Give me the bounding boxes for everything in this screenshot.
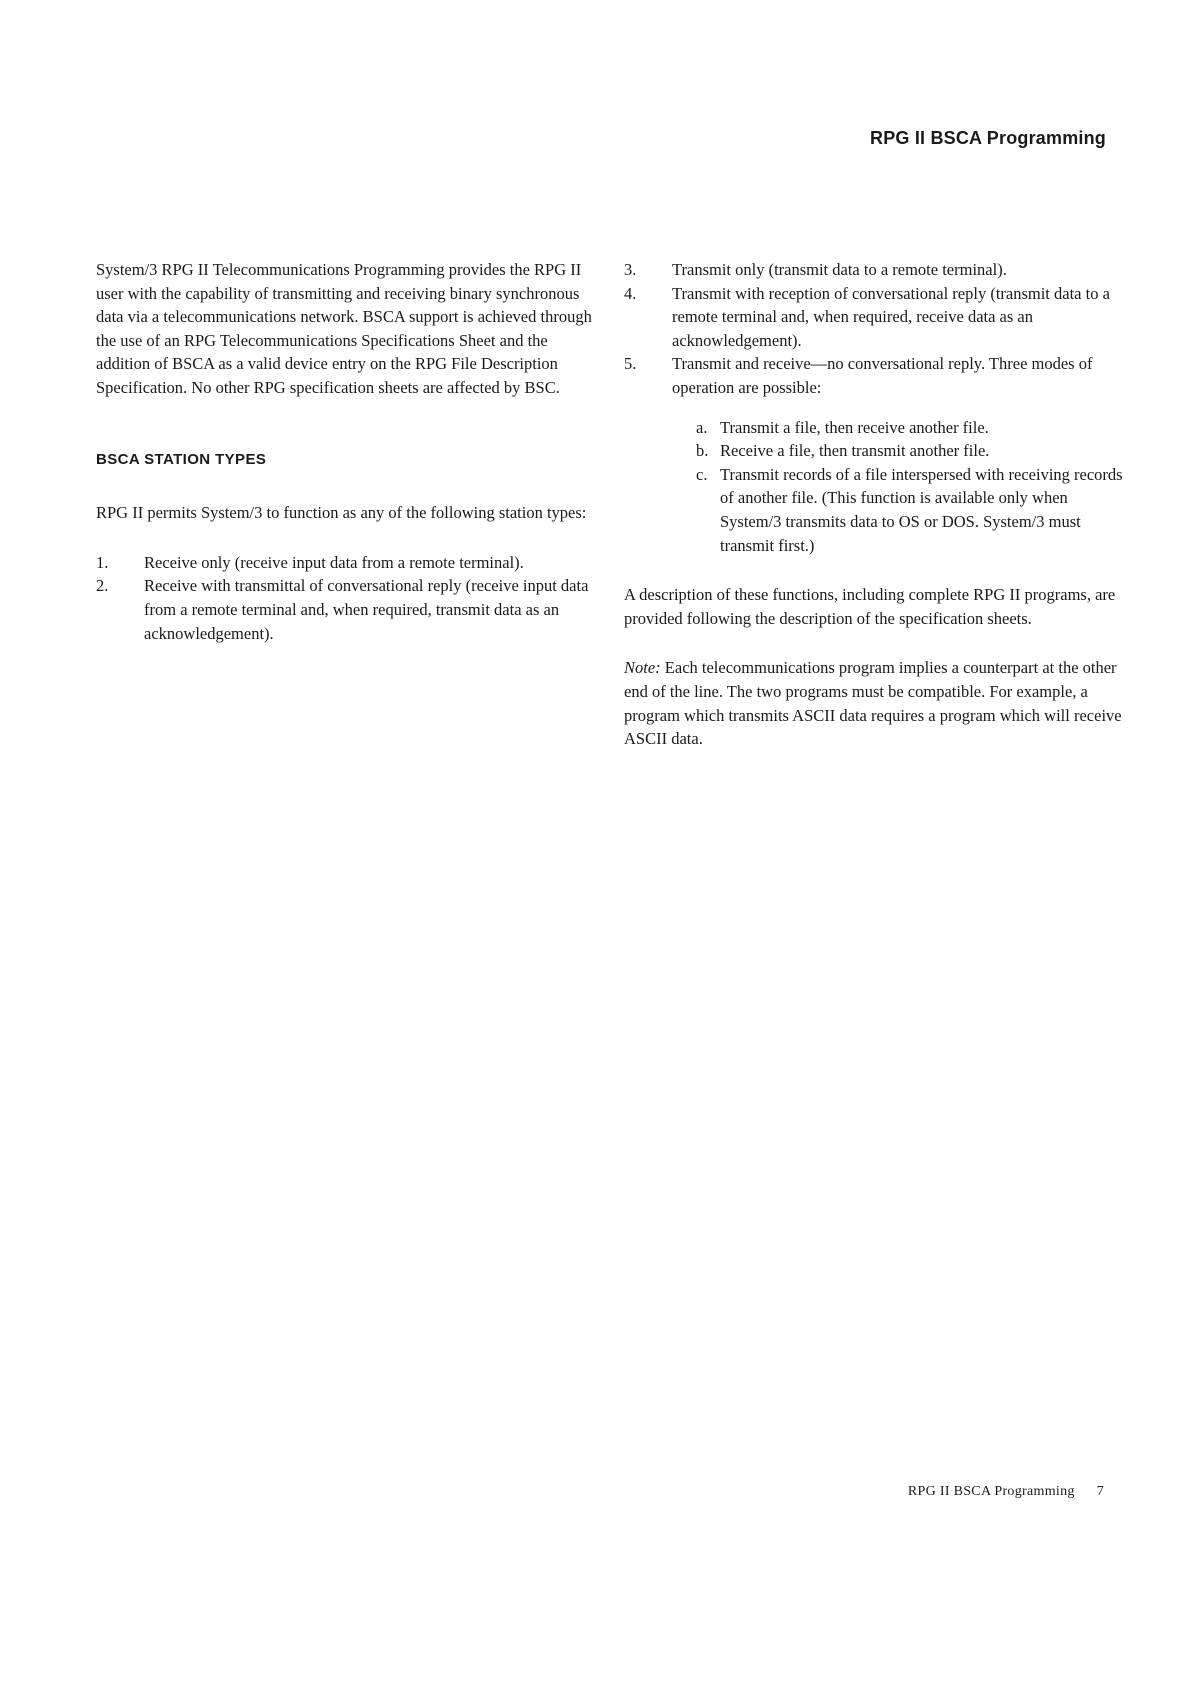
list-item-text: Receive with transmittal of conversational reply (receive input data from a remote terminal and, when required, transmit data as an acknowledgement). [144, 576, 589, 643]
sub-list-item-text: Transmit records of a file interspersed with receiving records of another file. (This function is available only when System/3 transmits data to OS or DOS. System/3 must transmit first.) [720, 464, 1123, 555]
list-item-number: 3. [624, 260, 637, 279]
section-heading: BSCA STATION TYPES [96, 450, 267, 468]
right-column [624, 258, 1129, 751]
list-item [96, 574, 596, 645]
sub-list-item [672, 416, 1129, 440]
note-text: Each telecommunications program implies a counterpart at the other end of the line. The two programs must be compatible. For example, a program which transmits ASCII data requires a program which will receive ASCII data. [624, 658, 1122, 749]
sub-list-item [672, 439, 1129, 463]
list-item [624, 282, 1129, 353]
operation-modes-list [672, 416, 1129, 558]
list-item [96, 551, 596, 575]
sub-list-item-letter: b. [696, 441, 709, 461]
sub-list-item-letter: c. [696, 464, 708, 484]
functions-description: A description of these functions, including complete RPG II programs, are provided following the description of the specification sheets. [624, 585, 1116, 628]
sub-list-item [672, 463, 1129, 557]
left-column [96, 258, 596, 645]
station-types-list-left [96, 551, 596, 645]
list-item-number: 4. [624, 283, 637, 303]
list-item-number: 5. [624, 354, 637, 374]
sub-list-item-text: Receive a file, then transmit another file. [720, 441, 990, 461]
station-types-lead: RPG II permits System/3 to function as any of the following station types: [96, 503, 587, 523]
running-head: RPG II BSCA Programming [870, 128, 1106, 148]
sub-list-item-text: Transmit a file, then receive another file. [720, 417, 989, 437]
page-number: 7 [1096, 1484, 1104, 1499]
footer-title: RPG II BSCA Programming [907, 1484, 1075, 1499]
list-item-text: Transmit and receive—no conversational reply. Three modes of operation are possible: [672, 354, 1093, 397]
list-item [624, 258, 1129, 282]
list-item-number: 2. [96, 576, 109, 596]
list-item-text: Transmit only (transmit data to a remote terminal). [672, 260, 1007, 279]
station-types-list-right [624, 258, 1129, 400]
note-label: Note: [624, 658, 661, 678]
list-item [624, 352, 1129, 399]
sub-list-item-letter: a. [696, 417, 708, 437]
list-item-text: Transmit with reception of conversational reply (transmit data to a remote terminal and, when required, receive data as an acknowledgement). [672, 283, 1110, 350]
page-footer [908, 1484, 1104, 1500]
list-item-text: Receive only (receive input data from a remote terminal). [144, 552, 524, 572]
note-paragraph [624, 656, 1129, 750]
list-item-number: 1. [96, 552, 109, 572]
intro-paragraph: System/3 RPG II Telecommunications Programming provides the RPG II user with the capability of transmitting and receiving binary synchronous data via a telecommunications network. BSCA support is achieved through the use of an RPG Telecommunications Specifications Sheet and the addition of BSCA as a valid device entry on the RPG File Description Specification. No other RPG specification sheets are affected by BSC. [96, 260, 592, 397]
